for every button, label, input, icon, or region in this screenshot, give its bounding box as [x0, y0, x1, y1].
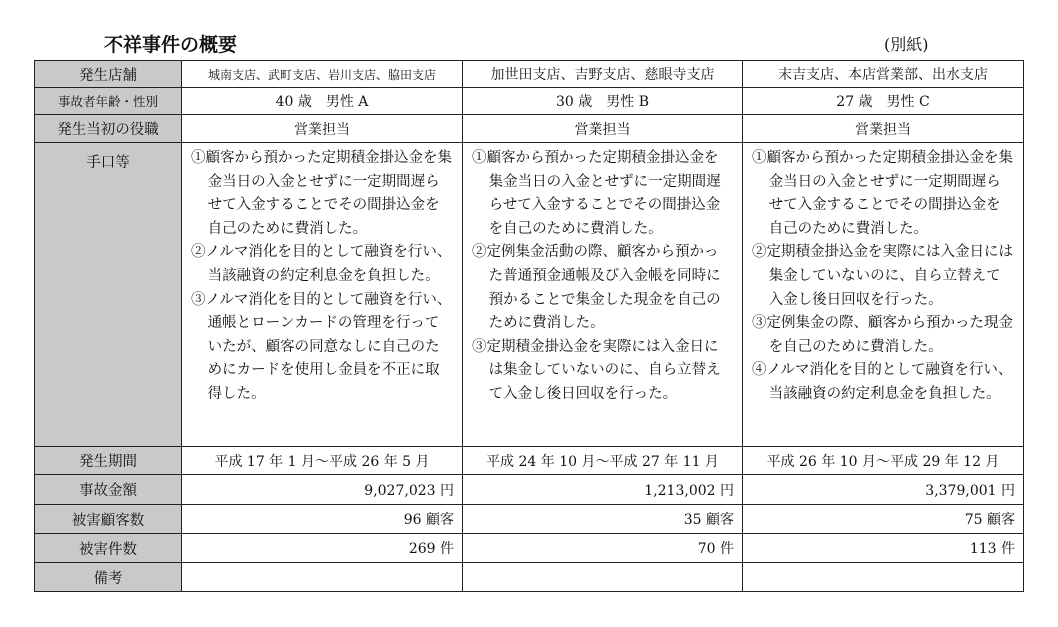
row-label-age-gender: 事故者年齢・性別	[35, 88, 182, 115]
case-c-role: 営業担当	[743, 115, 1024, 143]
document-title: 不祥事件の概要	[104, 34, 238, 56]
table-row-role	[35, 115, 1024, 143]
case-a-customers: 96 顧客	[182, 505, 463, 534]
case-c-customers: 75 顧客	[743, 505, 1024, 534]
table-row-remarks	[35, 563, 1024, 592]
table-row-count	[35, 534, 1024, 563]
case-a-amount: 9,027,023 円	[182, 475, 463, 505]
method-item: ③ノルマ消化を目的として融資を行い、通帳とローンカードの管理を行っていたが、顧客の同意なしに自己のためにカードを使用し金員を不正に取得した。	[191, 291, 452, 402]
case-c-method	[743, 143, 1024, 447]
case-c-count: 113 件	[743, 534, 1024, 563]
incident-summary-table	[34, 60, 1024, 592]
method-item: ②定例集金活動の際、顧客から預かった普通預金通帳及び入金帳を同時に預かることで集金した現金を自己のために費消した。	[472, 244, 721, 332]
method-item: ①顧客から預かった定期積金掛込金を集金当日の入金とせずに一定期間遅らせて入金することでその間掛込金を自己のために費消した。	[191, 150, 452, 237]
case-a-count: 269 件	[182, 534, 463, 563]
method-item: ③定期積金掛込金を実際には入金日には集金していないのに、自ら立替えて入金し後日回収を行った。	[472, 338, 721, 402]
case-c-period: 平成 26 年 10 月～平成 29 年 12 月	[743, 447, 1024, 475]
case-b-customers: 35 顧客	[463, 505, 743, 534]
row-label-method: 手口等	[35, 143, 182, 447]
case-c-amount: 3,379,001 円	[743, 475, 1024, 505]
row-label-customers: 被害顧客数	[35, 505, 182, 534]
case-b-age-gender: 30 歳 男性 B	[463, 88, 743, 115]
row-label-count: 被害件数	[35, 534, 182, 563]
row-label-amount: 事故金額	[35, 475, 182, 505]
row-label-store: 発生店舗	[35, 61, 182, 88]
case-b-store: 加世田支店、吉野支店、慈眼寺支店	[463, 61, 743, 88]
method-item: ①顧客から預かった定期積金掛込金を集金当日の入金とせずに一定期間遅らせて入金することでその間掛込金を自己のために費消した。	[472, 150, 721, 237]
method-item: ①顧客から預かった定期積金掛込金を集金当日の入金とせずに一定期間遅らせて入金することでその間掛込金を自己のために費消した。	[752, 150, 1013, 237]
case-a-age-gender: 40 歳 男性 A	[182, 88, 463, 115]
table-row-period	[35, 447, 1024, 475]
case-a-role: 営業担当	[182, 115, 463, 143]
case-a-store: 城南支店、武町支店、岩川支店、脇田支店	[182, 61, 463, 88]
row-label-role: 発生当初の役職	[35, 115, 182, 143]
row-label-remarks: 備考	[35, 563, 182, 592]
case-c-age-gender: 27 歳 男性 C	[743, 88, 1024, 115]
case-b-amount: 1,213,002 円	[463, 475, 743, 505]
case-b-period: 平成 24 年 10 月～平成 27 年 11 月	[463, 447, 743, 475]
case-b-method	[463, 143, 743, 447]
method-item: ④ノルマ消化を目的として融資を行い、当該融資の約定利息金を負担した。	[752, 362, 1013, 402]
case-b-remarks	[463, 563, 743, 592]
case-a-period: 平成 17 年 1 月～平成 26 年 5 月	[182, 447, 463, 475]
table-row-customers	[35, 505, 1024, 534]
case-a-remarks	[182, 563, 463, 592]
table-row-amount	[35, 475, 1024, 505]
table-row-store	[35, 61, 1024, 88]
table-row-age-gender	[35, 88, 1024, 115]
row-label-period: 発生期間	[35, 447, 182, 475]
method-item: ②定期積金掛込金を実際には入金日には集金していないのに、自ら立替えて入金し後日回収を行った。	[752, 244, 1013, 308]
case-c-remarks	[743, 563, 1024, 592]
case-b-count: 70 件	[463, 534, 743, 563]
method-item: ③定例集金の際、顧客から預かった現金を自己のために費消した。	[752, 315, 1013, 355]
case-a-method	[182, 143, 463, 447]
table-row-method	[35, 143, 1024, 447]
case-b-role: 営業担当	[463, 115, 743, 143]
attachment-note: (別紙)	[884, 35, 929, 54]
case-c-store: 末吉支店、本店営業部、出水支店	[743, 61, 1024, 88]
method-item: ②ノルマ消化を目的として融資を行い、当該融資の約定利息金を負担した。	[191, 244, 452, 284]
